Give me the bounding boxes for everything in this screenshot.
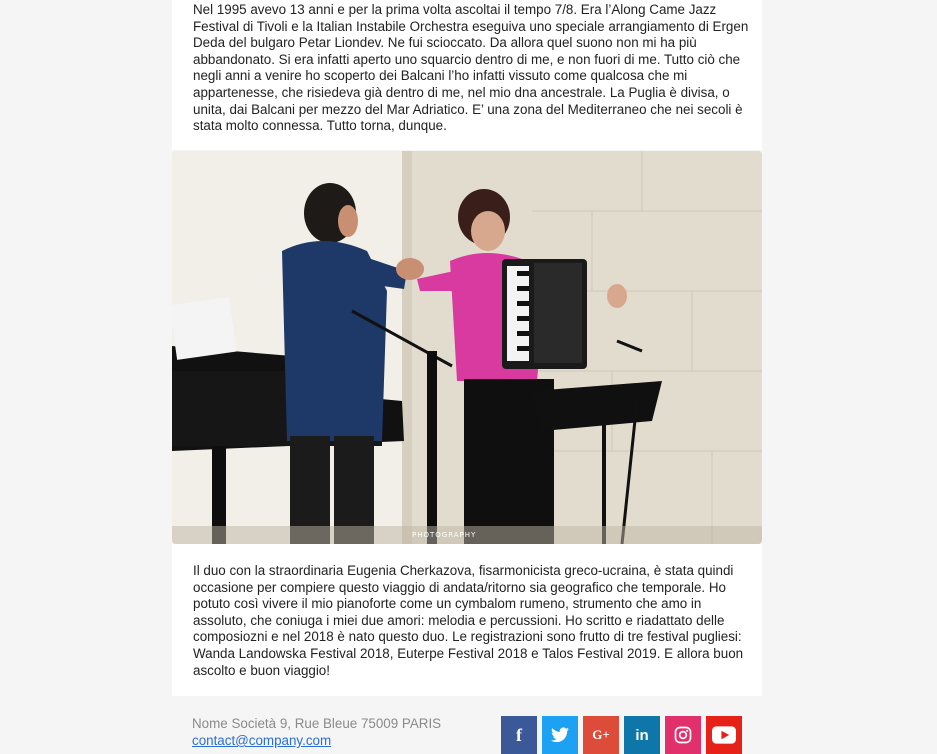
youtube-button[interactable] <box>706 716 742 754</box>
article-card-top <box>172 0 762 150</box>
footer-email-link[interactable]: contact@company.com <box>192 733 332 748</box>
article-card-bottom <box>172 544 762 696</box>
twitter-button[interactable] <box>542 716 578 754</box>
facebook-icon: f <box>516 724 522 745</box>
paragraph-intro: Nel 1995 avevo 13 anni e per la prima volta ascoltai il tempo 7/8. Era l’Along Came Jazz Festival di Tivoli e la Italian Instabile Orchestra eseguiva uno speciale arrangiamento di Ergen Deda del bulgaro Petar Liondev. Ne fui scioccato. Da allora quel suono non mi ha più abbandonato. Si era infatti aperto uno squarcio dentro di me, e non fuori di me. Tutto ciò che negli anni a venire ho scoperto dei Balcani l’ho infatti vissuto come qualcosa che mi appartenesse, che risiedeva già dentro di me, nel mio dna ancestrale. La Puglia è divisa, o unita, dai Balcani per mezzo del Mar Adriatico. E’ una zona del Mediterraneo che nei secoli è stata molto connessa. Tutto torna, dunque. <box>193 2 749 134</box>
google-plus-icon: G+ <box>592 727 610 742</box>
facebook-button[interactable] <box>501 716 537 754</box>
linkedin-button[interactable] <box>624 716 660 754</box>
instagram-icon <box>674 726 692 744</box>
instagram-button[interactable] <box>665 716 701 754</box>
twitter-icon <box>551 727 569 743</box>
concert-photo <box>172 151 762 544</box>
photo-watermark: PHOTOGRAPHY <box>412 531 477 539</box>
footer-address: Nome Società 9, Rue Bleue 75009 PARIS <box>192 716 442 731</box>
linkedin-icon: in <box>635 726 649 744</box>
paragraph-duo: Il duo con la straordinaria Eugenia Cherkazova, fisarmonicista greco-ucraina, è stata quindi occasione per compiere questo viaggio di andata/ritorno sia geografico che temporale. Ho potuto così vivere il mio pianoforte come un cymbalom rumeno, strumento che amo in assoluto, che coniuga i miei due amori: melodia e percussioni. Ho scritto e riadattato delle composiozni e nel 2018 è nato questo duo. Le registrazioni sono frutto di tre festival pugliesi: Wanda Landowska Festival 2018, Euterpe Festival 2018 e Talos Festival 2019. E allora buon ascolto e buon viaggio! <box>193 563 744 678</box>
google-plus-button[interactable] <box>583 716 619 754</box>
youtube-icon <box>712 726 736 744</box>
